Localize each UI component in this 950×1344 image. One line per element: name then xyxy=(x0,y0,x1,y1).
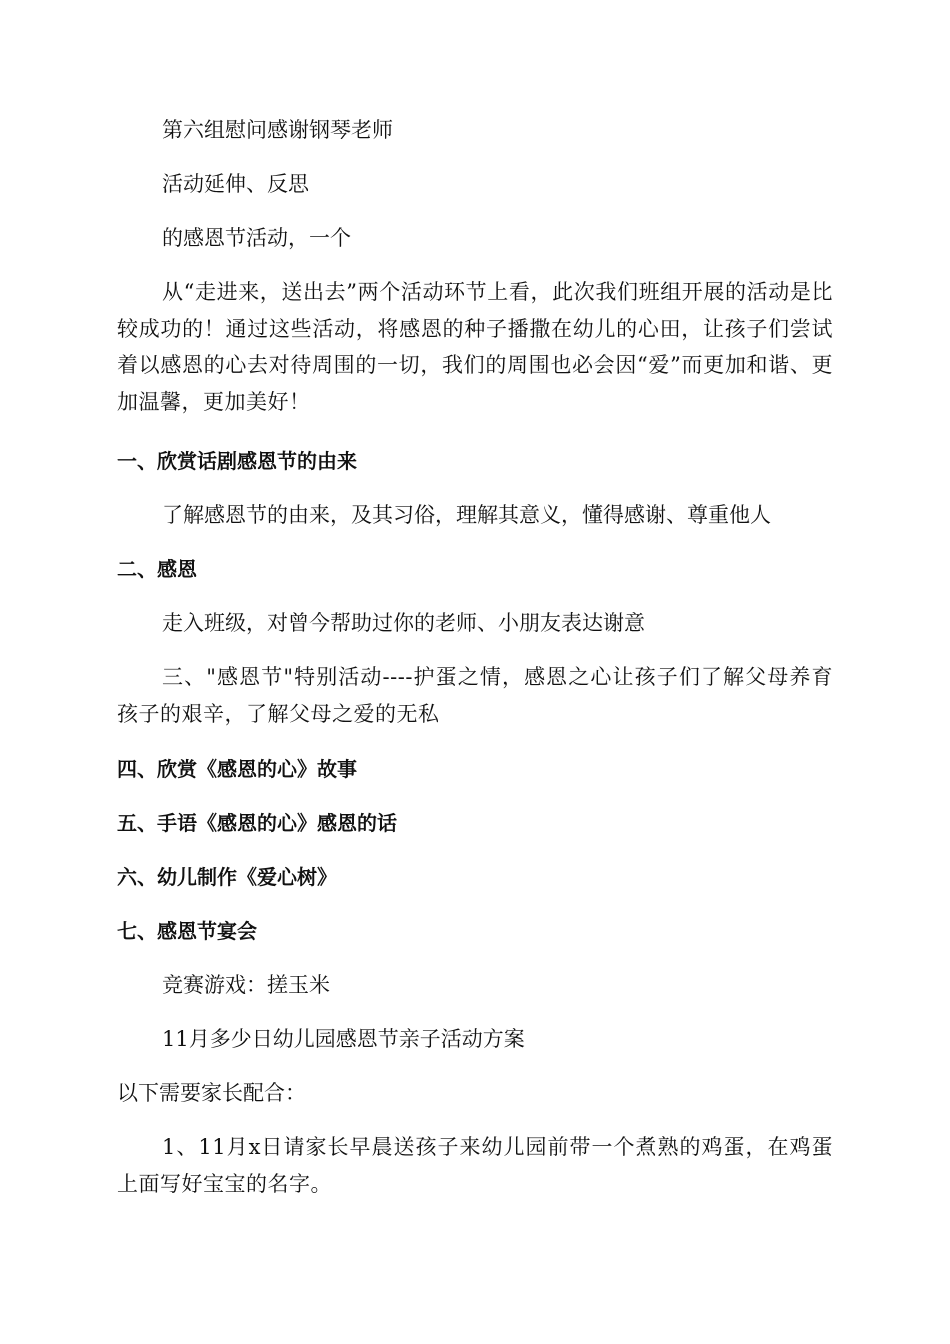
text-line-class: 走入班级，对曾今帮助过你的老师、小朋友表达谢意 xyxy=(162,611,645,635)
text-line-piano-teacher: 第六组慰问感谢钢琴老师 xyxy=(162,118,393,142)
text-line-parents: 以下需要家长配合： xyxy=(117,1081,306,1105)
heading-section-5: 五、手语《感恩的心》感恩的话 xyxy=(117,811,397,835)
heading-section-7: 七、感恩节宴会 xyxy=(117,919,257,943)
paragraph-summary: 从“走进来，送出去”两个活动环节上看，此次我们班组开展的活动是比较成功的！通过这些活动，将感恩的种子播撒在幼儿的心田，让孩子们尝试着以感恩的心去对待周围的一切，我们的周围也必会因“爱”而更加和谐、更加温馨，更加美好！ xyxy=(117,280,833,415)
text-line-activity: 的感恩节活动，一个 xyxy=(162,226,351,250)
heading-section-4: 四、欣赏《感恩的心》故事 xyxy=(117,757,357,781)
heading-section-1: 一、欣赏话剧感恩节的由来 xyxy=(117,449,357,473)
text-line-plan-title: 11月多少日幼儿园感恩节亲子活动方案 xyxy=(162,1027,525,1051)
text-line-game: 竞赛游戏：搓玉米 xyxy=(162,973,330,997)
heading-section-6: 六、幼儿制作《爱心树》 xyxy=(117,865,337,889)
paragraph-egg-instruction: 1、11月x日请家长早晨送孩子来幼儿园前带一个煮熟的鸡蛋，在鸡蛋上面写好宝宝的名字。 xyxy=(117,1135,833,1196)
paragraph-section-3: 三、"感恩节"特别活动----护蛋之情，感恩之心让孩子们了解父母养育孩子的艰辛，了解父母之爱的无私 xyxy=(117,665,833,726)
text-line-extension: 活动延伸、反思 xyxy=(162,172,309,196)
heading-section-2: 二、感恩 xyxy=(117,557,197,581)
text-line-origin: 了解感恩节的由来，及其习俗，理解其意义，懂得感谢、尊重他人 xyxy=(162,503,771,527)
